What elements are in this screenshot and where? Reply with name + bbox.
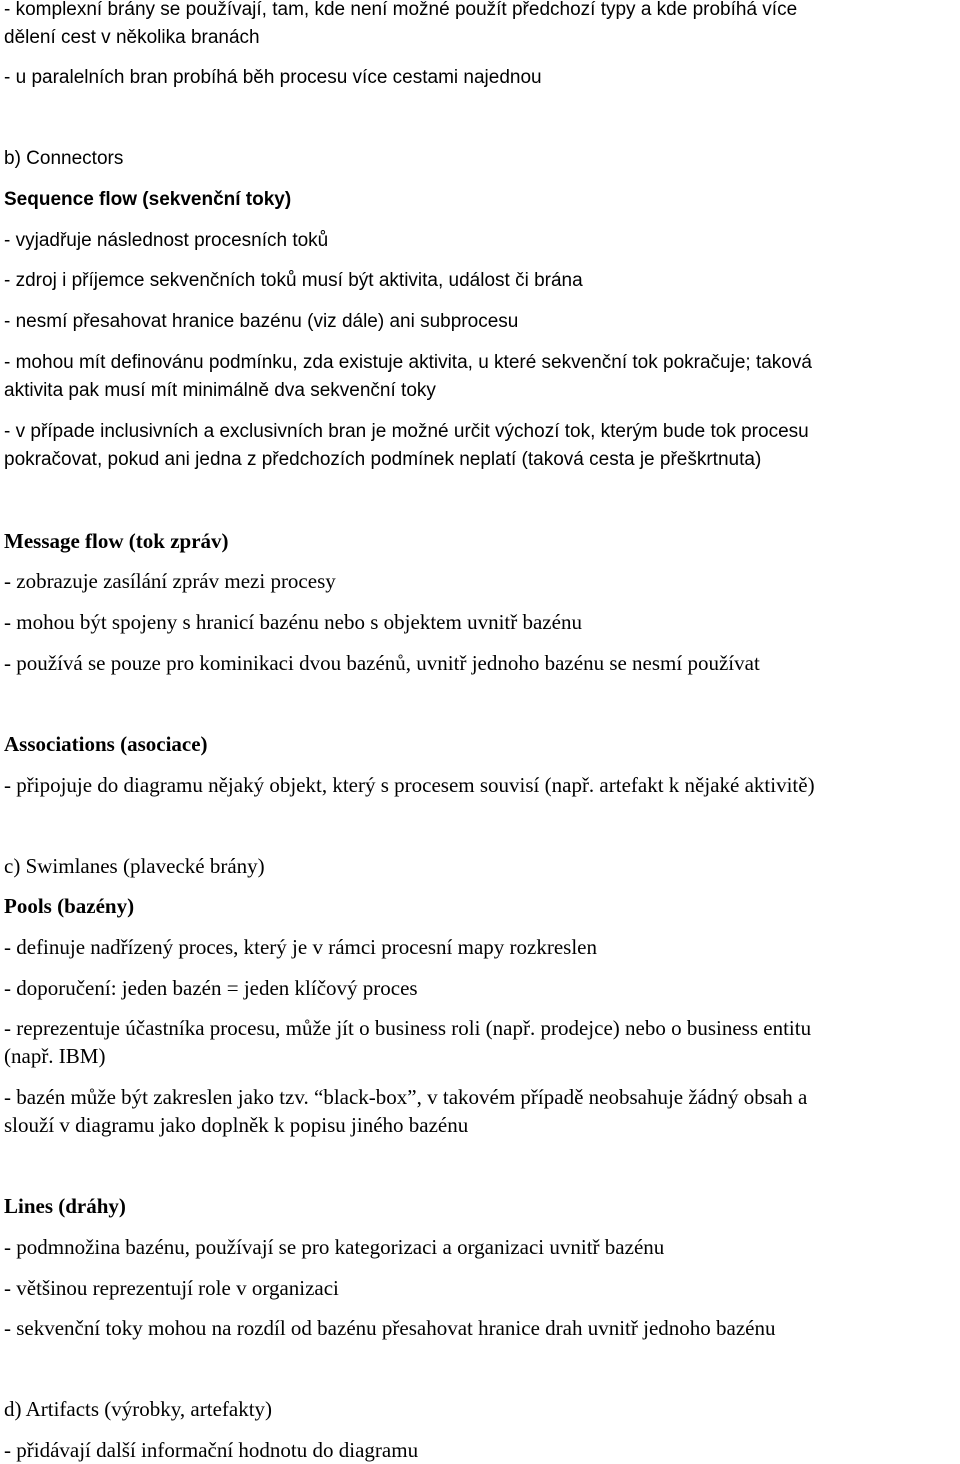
subsection-heading: Lines (dráhy) [4, 1194, 126, 1218]
subsection-heading: Sequence flow (sekvenční toky) [4, 189, 292, 210]
subsection-heading: Message flow (tok zpráv) [4, 529, 229, 553]
body-text-line: - přidávají další informační hodnotu do diagramu [4, 1438, 419, 1462]
body-text-line: - doporučení: jeden bazén = jeden klíčový proces [4, 976, 418, 1000]
body-text-line: - připojuje do diagramu nějaký objekt, který s procesem souvisí (např. artefakt k nějaké aktivitě) [4, 773, 815, 797]
body-text-line: pokračovat, pokud ani jedna z předchozích podmínek neplatí (taková cesta je přeškrtnuta) [4, 449, 762, 470]
body-text-line: dělení cest v několika branách [4, 27, 260, 48]
body-text-line: - sekvenční toky mohou na rozdíl od bazénu přesahovat hranice drah uvnitř jednoho bazénu [4, 1316, 776, 1340]
body-text-line: (např. IBM) [4, 1044, 106, 1068]
subsection-heading: Associations (asociace) [4, 732, 208, 756]
body-text-line: - zobrazuje zasílání zpráv mezi procesy [4, 569, 336, 593]
body-text-line: - v případe inclusivních a exclusivních bran je možné určit výchozí tok, kterým bude tok procesu [4, 421, 809, 442]
subsection-heading: Pools (bazény) [4, 894, 135, 918]
body-text-line: - nesmí přesahovat hranice bazénu (viz dále) ani subprocesu [4, 311, 519, 332]
body-text-line: - používá se pouze pro kominikaci dvou bazénů, uvnitř jednoho bazénu se nesmí používat [4, 651, 760, 675]
section-heading: c) Swimlanes (plavecké brány) [4, 854, 265, 878]
body-text-line: - mohou mít definovánu podmínku, zda existuje aktivita, u které sekvenční tok pokračuje; taková [4, 352, 812, 373]
body-text-line: - většinou reprezentují role v organizaci [4, 1276, 339, 1300]
body-text-line: - definuje nadřízený proces, který je v rámci procesní mapy rozkreslen [4, 935, 598, 959]
section-heading: d) Artifacts (výrobky, artefakty) [4, 1397, 273, 1421]
body-text-line: - vyjadřuje následnost procesních toků [4, 230, 329, 251]
body-text-line: - reprezentuje účastníka procesu, může jít o business roli (např. prodejce) nebo o business entitu [4, 1016, 812, 1040]
body-text-line: slouží v diagramu jako doplněk k popisu jiného bazénu [4, 1113, 469, 1137]
section-heading: b) Connectors [4, 148, 124, 169]
body-text-line: - mohou být spojeny s hranicí bazénu nebo s objektem uvnitř bazénu [4, 610, 582, 634]
body-text-line: - bazén může být zakreslen jako tzv. “black-box”, v takovém případě neobsahuje žádný obsah a [4, 1085, 808, 1109]
body-text-line: - u paralelních bran probíhá běh procesu více cestami najednou [4, 67, 542, 88]
body-text-line: aktivita pak musí mít minimálně dva sekvenční toky [4, 380, 436, 401]
body-text-line: - podmnožina bazénu, používají se pro kategorizaci a organizaci uvnitř bazénu [4, 1235, 665, 1259]
body-text-line: - komplexní brány se používají, tam, kde není možné použít předchozí typy a kde probíhá více [4, 0, 798, 20]
body-text-line: - zdroj i příjemce sekvenčních toků musí být aktivita, událost či brána [4, 270, 583, 291]
